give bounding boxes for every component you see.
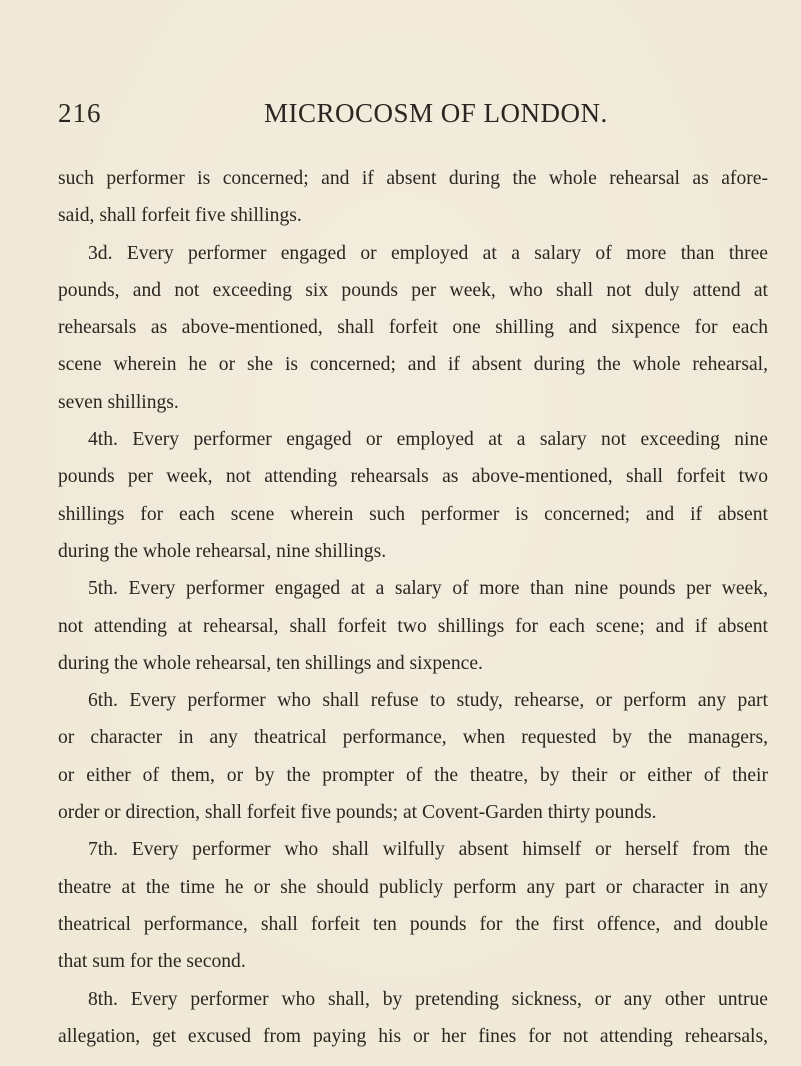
text-line: order or direction, shall forfeit five pounds; at Covent-Garden thirty pounds. [58,802,657,824]
text-line: such performer is concerned; and if absent during the whole rehearsal as afore- [58,168,768,189]
text-line: that sum for the second. [58,951,246,973]
text-line: not attending at rehearsal, shall forfeit two shillings for each scene; and if absent [58,615,768,637]
running-title: MICROCOSM OF LONDON. [264,98,608,128]
text-line: theatre at the time he or she should publicly perform any part or character in any [58,876,768,898]
text-line: rehearsals as above-mentioned, shall forfeit one shilling and sixpence for each [58,317,768,339]
text-line: during the whole rehearsal, ten shillings and sixpence. [58,652,483,674]
text-line: pounds, and not exceeding six pounds per week, who shall not duly attend at [58,279,768,301]
text-line: or either of them, or by the prompter of the theatre, by their or either of their [58,764,768,786]
text-line: during the whole rehearsal, nine shillings. [58,540,387,562]
text-line: 5th. Every performer engaged at a salary of more than nine pounds per week, [88,578,768,600]
text-line: or character in any theatrical performance, when requested by the managers, [58,727,768,749]
text-line: 4th. Every performer engaged or employed at a salary not exceeding nine [88,429,768,451]
text-line: shillings for each scene wherein such performer is concerned; and if absent [58,503,768,525]
text-line: 6th. Every performer who shall refuse to study, rehearse, or perform any part [88,690,768,712]
body-text [58,160,768,1055]
page-number: 216 [58,98,102,128]
text-line: seven shillings. [58,391,179,413]
running-head [58,98,658,138]
text-line: pounds per week, not attending rehearsals as above-mentioned, shall forfeit two [58,466,768,488]
text-line: allegation, get excused from paying his or her fines for not attending rehearsals, [58,1025,768,1047]
text-line: 8th. Every performer who shall, by pretending sickness, or any other untrue [88,988,768,1010]
text-line: theatrical performance, shall forfeit ten pounds for the first offence, and double [58,913,768,935]
text-line: said, shall forfeit five shillings. [58,205,302,227]
text-line: 7th. Every performer who shall wilfully absent himself or herself from the [88,839,768,861]
text-line: 3d. Every performer engaged or employed at a salary of more than three [88,242,768,264]
text-line: scene wherein he or she is concerned; and if absent during the whole rehearsal, [58,354,768,376]
